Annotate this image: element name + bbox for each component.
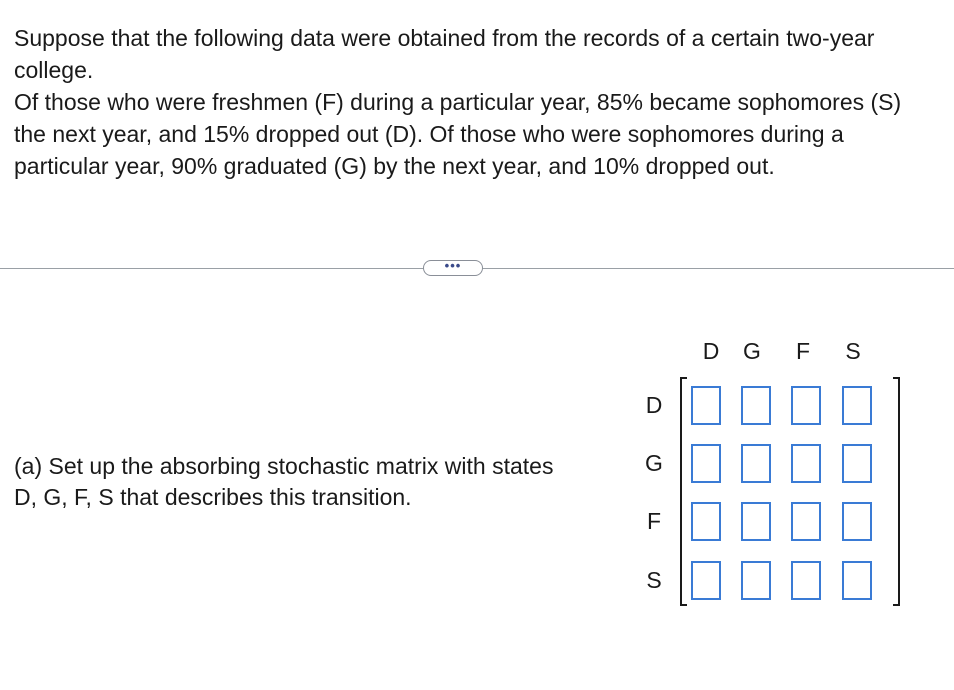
matrix-input-g-d[interactable]	[691, 444, 721, 483]
matrix-input-d-f[interactable]	[791, 386, 821, 425]
matrix-input-g-f[interactable]	[791, 444, 821, 483]
matrix-input-f-f[interactable]	[791, 502, 821, 541]
matrix-input-d-g[interactable]	[741, 386, 771, 425]
row-label-s: S	[646, 567, 662, 593]
column-label-g: G	[743, 338, 761, 364]
matrix-left-bracket	[680, 377, 687, 606]
column-label-f: F	[795, 338, 811, 364]
matrix-right-bracket	[893, 377, 900, 606]
row-label-g: G	[645, 450, 663, 476]
row-label-f: F	[646, 508, 662, 534]
row-label-d: D	[645, 392, 663, 418]
more-options-button[interactable]: •••	[423, 260, 483, 276]
matrix-input-f-s[interactable]	[842, 502, 872, 541]
part-a-question: (a) Set up the absorbing stochastic matrix with states D, G, F, S that describes this transition.	[14, 453, 554, 510]
matrix-input-s-d[interactable]	[691, 561, 721, 600]
matrix-input-f-d[interactable]	[691, 502, 721, 541]
matrix-input-g-g[interactable]	[741, 444, 771, 483]
matrix-input-s-f[interactable]	[791, 561, 821, 600]
matrix-input-d-d[interactable]	[691, 386, 721, 425]
column-label-s: S	[845, 338, 861, 364]
matrix-input-f-g[interactable]	[741, 502, 771, 541]
matrix-input-d-s[interactable]	[842, 386, 872, 425]
matrix-input-s-g[interactable]	[741, 561, 771, 600]
matrix-input-s-s[interactable]	[842, 561, 872, 600]
problem-intro: Suppose that the following data were obtained from the records of a certain two-year college.	[14, 25, 875, 83]
column-label-d: D	[702, 338, 720, 364]
problem-statement	[14, 22, 934, 182]
problem-details: Of those who were freshmen (F) during a particular year, 85% became sophomores (S) the next year, and 15% dropped out (D). Of those who were sophomores during a particular year, 90% graduated (G) by the next year, and 10% dropped out.	[14, 89, 902, 179]
matrix-input-g-s[interactable]	[842, 444, 872, 483]
